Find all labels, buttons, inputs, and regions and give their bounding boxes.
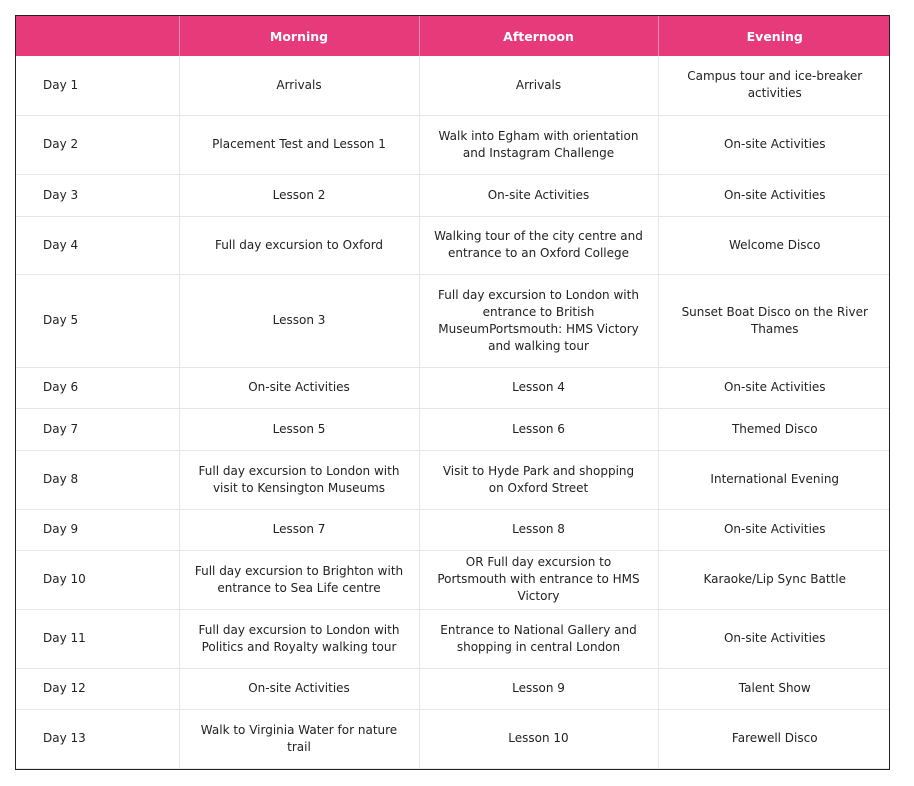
- day-cell: Day 9: [16, 509, 179, 550]
- schedule-table: [16, 16, 890, 769]
- evening-cell: Sunset Boat Disco on the River Thames: [658, 274, 890, 367]
- table-row: [16, 367, 890, 408]
- day-cell: Day 5: [16, 274, 179, 367]
- table-row: [16, 216, 890, 274]
- afternoon-cell: Walking tour of the city centre and entrance to an Oxford College: [419, 216, 658, 274]
- afternoon-cell: Lesson 9: [419, 668, 658, 709]
- evening-cell: On-site Activities: [658, 509, 890, 550]
- evening-cell: Welcome Disco: [658, 216, 890, 274]
- day-cell: Day 6: [16, 367, 179, 408]
- morning-cell: Full day excursion to Oxford: [179, 216, 419, 274]
- evening-cell: Themed Disco: [658, 408, 890, 450]
- header-afternoon: Afternoon: [419, 16, 658, 56]
- table-row: [16, 174, 890, 216]
- table-row: [16, 668, 890, 709]
- evening-cell: On-site Activities: [658, 367, 890, 408]
- evening-cell: Talent Show: [658, 668, 890, 709]
- table-row: [16, 450, 890, 509]
- table-row: [16, 509, 890, 550]
- afternoon-cell: On-site Activities: [419, 174, 658, 216]
- day-cell: Day 1: [16, 56, 179, 115]
- afternoon-cell: Lesson 8: [419, 509, 658, 550]
- header-evening: Evening: [658, 16, 890, 56]
- afternoon-cell: Arrivals: [419, 56, 658, 115]
- afternoon-cell: Visit to Hyde Park and shopping on Oxford Street: [419, 450, 658, 509]
- morning-cell: Arrivals: [179, 56, 419, 115]
- schedule-frame: [15, 15, 890, 770]
- afternoon-cell: OR Full day excursion to Portsmouth with entrance to HMS Victory: [419, 550, 658, 609]
- table-row: [16, 408, 890, 450]
- day-cell: Day 2: [16, 115, 179, 174]
- morning-cell: Lesson 3: [179, 274, 419, 367]
- evening-cell: Karaoke/Lip Sync Battle: [658, 550, 890, 609]
- morning-cell: On-site Activities: [179, 668, 419, 709]
- afternoon-cell: Full day excursion to London with entrance to British MuseumPortsmouth: HMS Victory and walking tour: [419, 274, 658, 367]
- morning-cell: Lesson 5: [179, 408, 419, 450]
- day-cell: Day 11: [16, 609, 179, 668]
- afternoon-cell: Walk into Egham with orientation and Instagram Challenge: [419, 115, 658, 174]
- evening-cell: Campus tour and ice-breaker activities: [658, 56, 890, 115]
- afternoon-cell: Lesson 4: [419, 367, 658, 408]
- table-row: [16, 274, 890, 367]
- day-cell: Day 8: [16, 450, 179, 509]
- evening-cell: On-site Activities: [658, 115, 890, 174]
- table-row: [16, 56, 890, 115]
- header-morning: Morning: [179, 16, 419, 56]
- morning-cell: Full day excursion to London with visit to Kensington Museums: [179, 450, 419, 509]
- day-cell: Day 13: [16, 709, 179, 768]
- evening-cell: International Evening: [658, 450, 890, 509]
- table-row: [16, 115, 890, 174]
- morning-cell: Walk to Virginia Water for nature trail: [179, 709, 419, 768]
- day-cell: Day 4: [16, 216, 179, 274]
- table-row: [16, 550, 890, 609]
- evening-cell: On-site Activities: [658, 174, 890, 216]
- morning-cell: Lesson 2: [179, 174, 419, 216]
- evening-cell: Farewell Disco: [658, 709, 890, 768]
- morning-cell: Full day excursion to London with Politics and Royalty walking tour: [179, 609, 419, 668]
- day-cell: Day 10: [16, 550, 179, 609]
- header-day: [16, 16, 179, 56]
- table-row: [16, 709, 890, 768]
- day-cell: Day 7: [16, 408, 179, 450]
- afternoon-cell: Lesson 6: [419, 408, 658, 450]
- day-cell: Day 12: [16, 668, 179, 709]
- afternoon-cell: Lesson 10: [419, 709, 658, 768]
- afternoon-cell: Entrance to National Gallery and shopping in central London: [419, 609, 658, 668]
- morning-cell: Lesson 7: [179, 509, 419, 550]
- day-cell: Day 3: [16, 174, 179, 216]
- morning-cell: Placement Test and Lesson 1: [179, 115, 419, 174]
- table-row: [16, 609, 890, 668]
- morning-cell: Full day excursion to Brighton with entrance to Sea Life centre: [179, 550, 419, 609]
- header-row: [16, 16, 890, 56]
- evening-cell: On-site Activities: [658, 609, 890, 668]
- morning-cell: On-site Activities: [179, 367, 419, 408]
